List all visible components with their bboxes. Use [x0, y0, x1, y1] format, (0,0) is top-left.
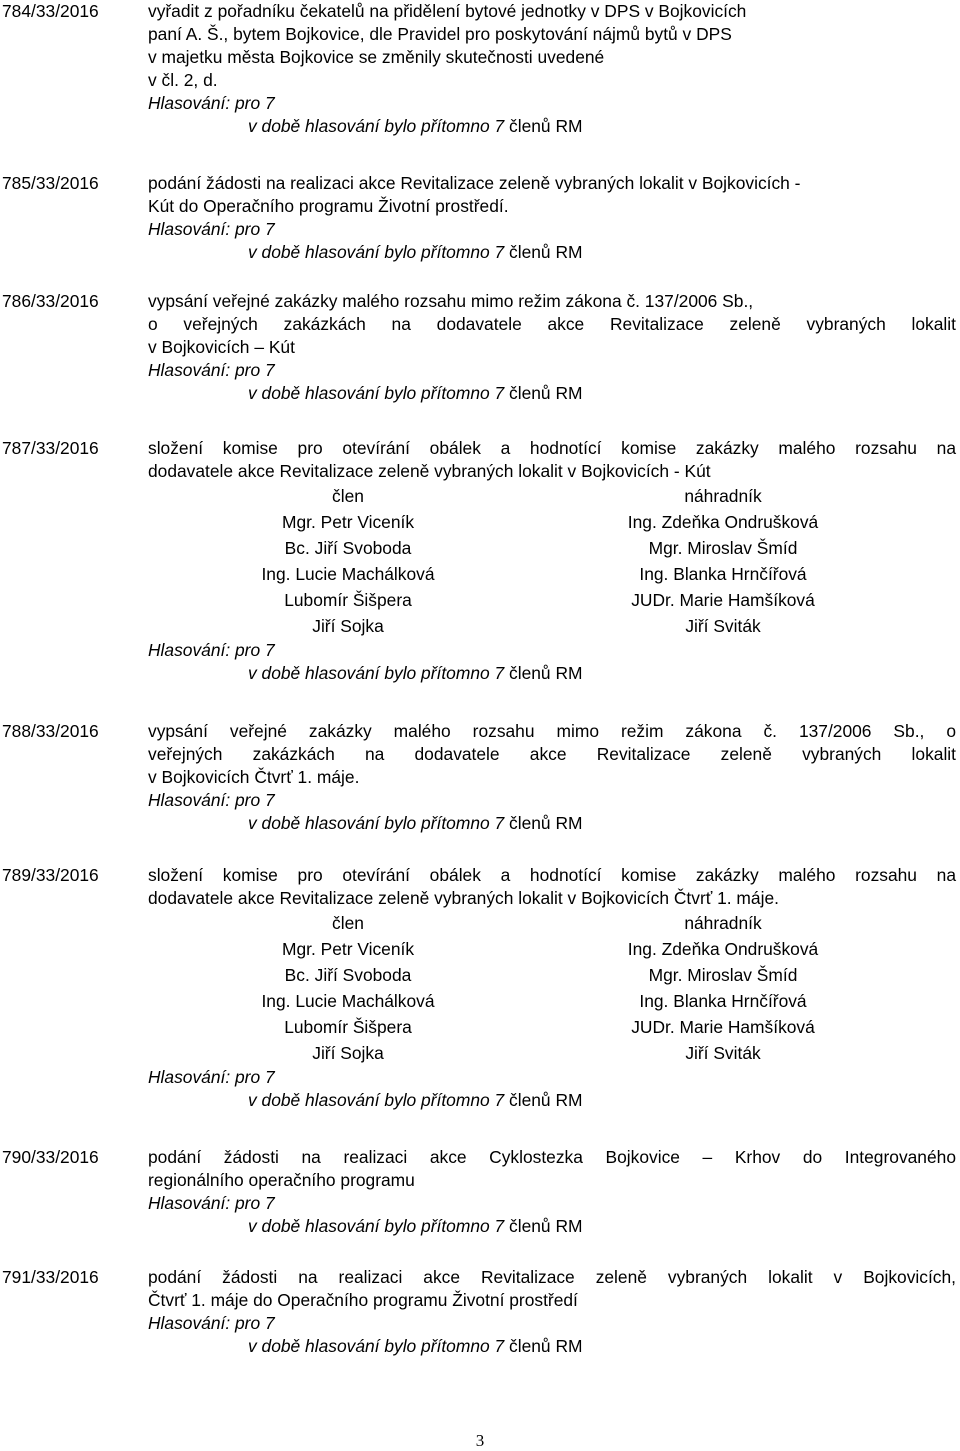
presence-line: [148, 1215, 956, 1238]
member-name: Jiří Sojka: [312, 1043, 384, 1063]
resolution-number: 790/33/2016: [2, 1147, 99, 1167]
presence-rest: členů RM: [504, 1336, 583, 1356]
commission-row: [148, 613, 956, 639]
presence-line: [148, 1335, 956, 1358]
vote-result: Hlasování: pro 7: [148, 640, 275, 660]
presence-italic: v době hlasování bylo přítomno 7: [248, 1336, 505, 1356]
resolution-text-line: podání žádosti na realizaci akce Cyklostezka Bojkovice – Krhov do Integrovaného: [148, 1147, 956, 1167]
member-name: Ing. Lucie Machálková: [261, 564, 435, 584]
commission-row: [148, 587, 956, 613]
commission-row: [148, 535, 956, 561]
member-name: Mgr. Petr Viceník: [281, 512, 415, 532]
substitute-name: JUDr. Marie Hamšíková: [631, 1017, 815, 1037]
presence-line: [148, 812, 956, 835]
member-name: Bc. Jiří Svoboda: [284, 965, 412, 985]
presence-rest: členů RM: [504, 1090, 583, 1110]
presence-italic: v době hlasování bylo přítomno 7: [248, 242, 505, 262]
substitute-name: Ing. Blanka Hrnčířová: [639, 564, 807, 584]
presence-italic: v době hlasování bylo přítomno 7: [248, 663, 505, 683]
substitute-name: Jiří Sviták: [685, 616, 761, 636]
presence-rest: členů RM: [504, 663, 583, 683]
substitute-header: náhradník: [684, 913, 762, 933]
resolution-text-line: paní A. Š., bytem Bojkovice, dle Pravidel pro poskytování nájmů bytů v DPS: [148, 24, 732, 44]
commission-row: [148, 936, 956, 962]
presence-line: [148, 662, 956, 685]
resolution-body: [148, 290, 956, 405]
commission-row: [148, 561, 956, 587]
resolution-body: [148, 437, 956, 685]
member-name: Bc. Jiří Svoboda: [284, 538, 412, 558]
resolution-body: [148, 172, 956, 264]
presence-rest: členů RM: [504, 813, 583, 833]
presence-rest: členů RM: [504, 383, 583, 403]
vote-result: Hlasování: pro 7: [148, 790, 275, 810]
presence-italic: v době hlasování bylo přítomno 7: [248, 1090, 505, 1110]
page-number: 3: [475, 1431, 485, 1450]
presence-rest: členů RM: [504, 116, 583, 136]
presence-rest: členů RM: [504, 1216, 583, 1236]
vote-result: Hlasování: pro 7: [148, 1067, 275, 1087]
resolution-number: 785/33/2016: [2, 173, 99, 193]
resolution-body: [148, 720, 956, 835]
member-header: člen: [332, 913, 364, 933]
resolution-text-line: veřejných zakázkách na dodavatele akce Revitalizace zeleně vybraných lokalit: [148, 744, 956, 764]
resolution-body: [148, 0, 956, 138]
vote-result: Hlasování: pro 7: [148, 1193, 275, 1213]
resolution-number: 791/33/2016: [2, 1267, 99, 1287]
substitute-name: Ing. Zdeňka Ondrušková: [627, 939, 819, 959]
presence-line: [148, 382, 956, 405]
substitute-name: Ing. Zdeňka Ondrušková: [627, 512, 819, 532]
vote-result: Hlasování: pro 7: [148, 219, 275, 239]
resolution-number: 786/33/2016: [2, 291, 99, 311]
resolution-number: 787/33/2016: [2, 438, 99, 458]
resolution-body: [148, 1266, 956, 1358]
presence-italic: v době hlasování bylo přítomno 7: [248, 116, 505, 136]
commission-row: [148, 988, 956, 1014]
member-name: Jiří Sojka: [312, 616, 384, 636]
resolution-body: [148, 1146, 956, 1238]
resolution-text-line: vypsání veřejné zakázky malého rozsahu mimo režim zákona č. 137/2006 Sb., o: [148, 721, 956, 741]
resolution-text-line: vypsání veřejné zakázky malého rozsahu mimo režim zákona č. 137/2006 Sb.,: [148, 291, 754, 311]
substitute-header: náhradník: [684, 486, 762, 506]
resolution-text-line: dodavatele akce Revitalizace zeleně vybraných lokalit v Bojkovicích - Kút: [148, 461, 711, 481]
resolution-text-line: Kút do Operačního programu Životní prostředí.: [148, 196, 509, 216]
member-name: Mgr. Petr Viceník: [281, 939, 415, 959]
resolution-text-line: v Bojkovicích – Kút: [148, 337, 295, 357]
substitute-name: Mgr. Miroslav Šmíd: [648, 965, 798, 985]
commission-row: [148, 1014, 956, 1040]
commission-row: [148, 509, 956, 535]
presence-line: [148, 241, 956, 264]
resolution-text-line: dodavatele akce Revitalizace zeleně vybraných lokalit v Bojkovicích Čtvrť 1. máje.: [148, 888, 779, 908]
member-name: Lubomír Šišpera: [284, 590, 412, 610]
presence-line: [148, 115, 956, 138]
resolution-text-line: v Bojkovicích Čtvrť 1. máje.: [148, 767, 360, 787]
resolution-text-line: v čl. 2, d.: [148, 70, 218, 90]
presence-rest: členů RM: [504, 242, 583, 262]
substitute-name: JUDr. Marie Hamšíková: [631, 590, 815, 610]
vote-result: Hlasování: pro 7: [148, 360, 275, 380]
resolution-text-line: podání žádosti na realizaci akce Revitalizace zeleně vybraných lokalit v Bojkovicích,: [148, 1267, 956, 1287]
resolution-text-line: podání žádosti na realizaci akce Revitalizace zeleně vybraných lokalit v Bojkovicích -: [148, 173, 801, 193]
presence-line: [148, 1089, 956, 1112]
presence-italic: v době hlasování bylo přítomno 7: [248, 813, 505, 833]
resolution-body: [148, 864, 956, 1112]
resolution-text-line: v majetku města Bojkovice se změnily skutečnosti uvedené: [148, 47, 605, 67]
resolution-text-line: Čtvrť 1. máje do Operačního programu Životní prostředí: [148, 1290, 578, 1310]
commission-header: [148, 483, 956, 509]
resolution-text-line: složení komise pro otevírání obálek a hodnotící komise zakázky malého rozsahu na: [148, 438, 956, 458]
commission-header: [148, 910, 956, 936]
commission-row: [148, 962, 956, 988]
resolution-text-line: o veřejných zakázkách na dodavatele akce Revitalizace zeleně vybraných lokalit: [148, 314, 956, 334]
presence-italic: v době hlasování bylo přítomno 7: [248, 1216, 505, 1236]
member-name: Lubomír Šišpera: [284, 1017, 412, 1037]
resolution-number: 789/33/2016: [2, 865, 99, 885]
member-header: člen: [332, 486, 364, 506]
resolution-number: 788/33/2016: [2, 721, 99, 741]
vote-result: Hlasování: pro 7: [148, 93, 275, 113]
resolution-text-line: vyřadit z pořadníku čekatelů na přidělení bytové jednotky v DPS v Bojkovicích: [148, 1, 747, 21]
substitute-name: Mgr. Miroslav Šmíd: [648, 538, 798, 558]
resolution-text-line: regionálního operačního programu: [148, 1170, 415, 1190]
resolution-text-line: složení komise pro otevírání obálek a hodnotící komise zakázky malého rozsahu na: [148, 865, 956, 885]
presence-italic: v době hlasování bylo přítomno 7: [248, 383, 505, 403]
member-name: Ing. Lucie Machálková: [261, 991, 435, 1011]
substitute-name: Ing. Blanka Hrnčířová: [639, 991, 807, 1011]
resolution-number: 784/33/2016: [2, 1, 99, 21]
vote-result: Hlasování: pro 7: [148, 1313, 275, 1333]
commission-row: [148, 1040, 956, 1066]
substitute-name: Jiří Sviták: [685, 1043, 761, 1063]
